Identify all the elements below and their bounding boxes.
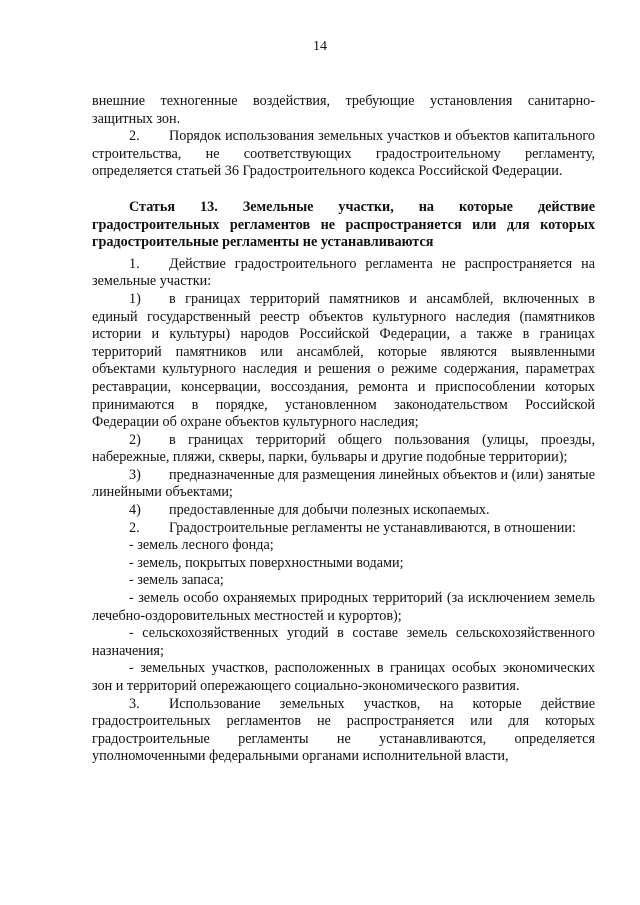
dash-item-economic-zones: - земельных участков, расположенных в границах особых экономических зон и территорий опережающего социально-экономического развития.: [92, 660, 595, 694]
item-number: 2): [129, 431, 141, 448]
list-item-2: 2) в границах территорий общего пользования (улицы, проезды, набережные, пляжи, скверы, парки, бульвары и другие подобные территории);: [92, 431, 595, 466]
dash-item-water: - земель, покрытых поверхностными водами;: [129, 554, 404, 571]
paragraph-item-2b: 2. Градостроительные регламенты не устанавливаются, в отношении:: [129, 519, 576, 536]
item-number: 4): [129, 502, 141, 519]
page-number: 14: [313, 39, 327, 54]
list-item-4: 4) предоставленные для добычи полезных ископаемых.: [129, 502, 490, 519]
paragraph-item-2: 2. Порядок использования земельных участков и объектов капитального строительства, не соответствующих градостроительному регламенту, определяется статьей 36 Градостроительного кодекса Российской Федерации.: [92, 128, 595, 180]
list-item-3: 3) предназначенные для размещения линейных объектов и (или) занятые линейными объектами;: [92, 466, 595, 501]
item-number: 1): [129, 290, 141, 307]
article-13-heading: Статья 13. Земельные участки, на которые действие градостроительных регламентов не распространяется или для которых градостроительные регламенты не устанавливаются: [92, 198, 595, 251]
item-number: 2.: [129, 519, 140, 536]
dash-item-reserve: - земель запаса;: [129, 572, 224, 589]
item-number: 1.: [129, 255, 140, 272]
item-number: 3.: [129, 695, 140, 712]
dash-item-protected: - земель особо охраняемых природных территорий (за исключением земель лечебно-оздоровительных местностей и курортов);: [92, 590, 595, 624]
dash-item-agricultural: - сельскохозяйственных угодий в составе земель сельскохозяйственного назначения;: [92, 625, 595, 659]
item-number: 3): [129, 466, 141, 483]
paragraph-continuation: внешние техногенные воздействия, требующие установления санитарно-защитных зон.: [92, 93, 595, 127]
dash-item-forest: - земель лесного фонда;: [129, 537, 274, 554]
item-number: 2.: [129, 128, 140, 145]
paragraph-item-3: 3. Использование земельных участков, на которые действие градостроительных регламентов не распространяется или для которых градостроительные регламенты не устанавливаются, определяется уполномоченными федеральными органами исполнительной власти,: [92, 695, 595, 765]
list-item-1: 1) в границах территорий памятников и ансамблей, включенных в единый государственный реестр объектов культурного наследия (памятников истории и культуры) народов Российской Федерации, а также в границах территорий памятников или ансамблей, которые являются выявленными объектами культурного наследия и решения о режиме содержания, параметрах реставрации, консервации, воссоздания, ремонта и приспособлении которых принимаются в порядке, установленном законодательством Российской Федерации об охране объектов культурного наследия;: [92, 290, 595, 431]
document-body: [92, 93, 595, 766]
paragraph-item-1: 1. Действие градостроительного регламента не распространяется на земельные участки:: [92, 255, 595, 290]
